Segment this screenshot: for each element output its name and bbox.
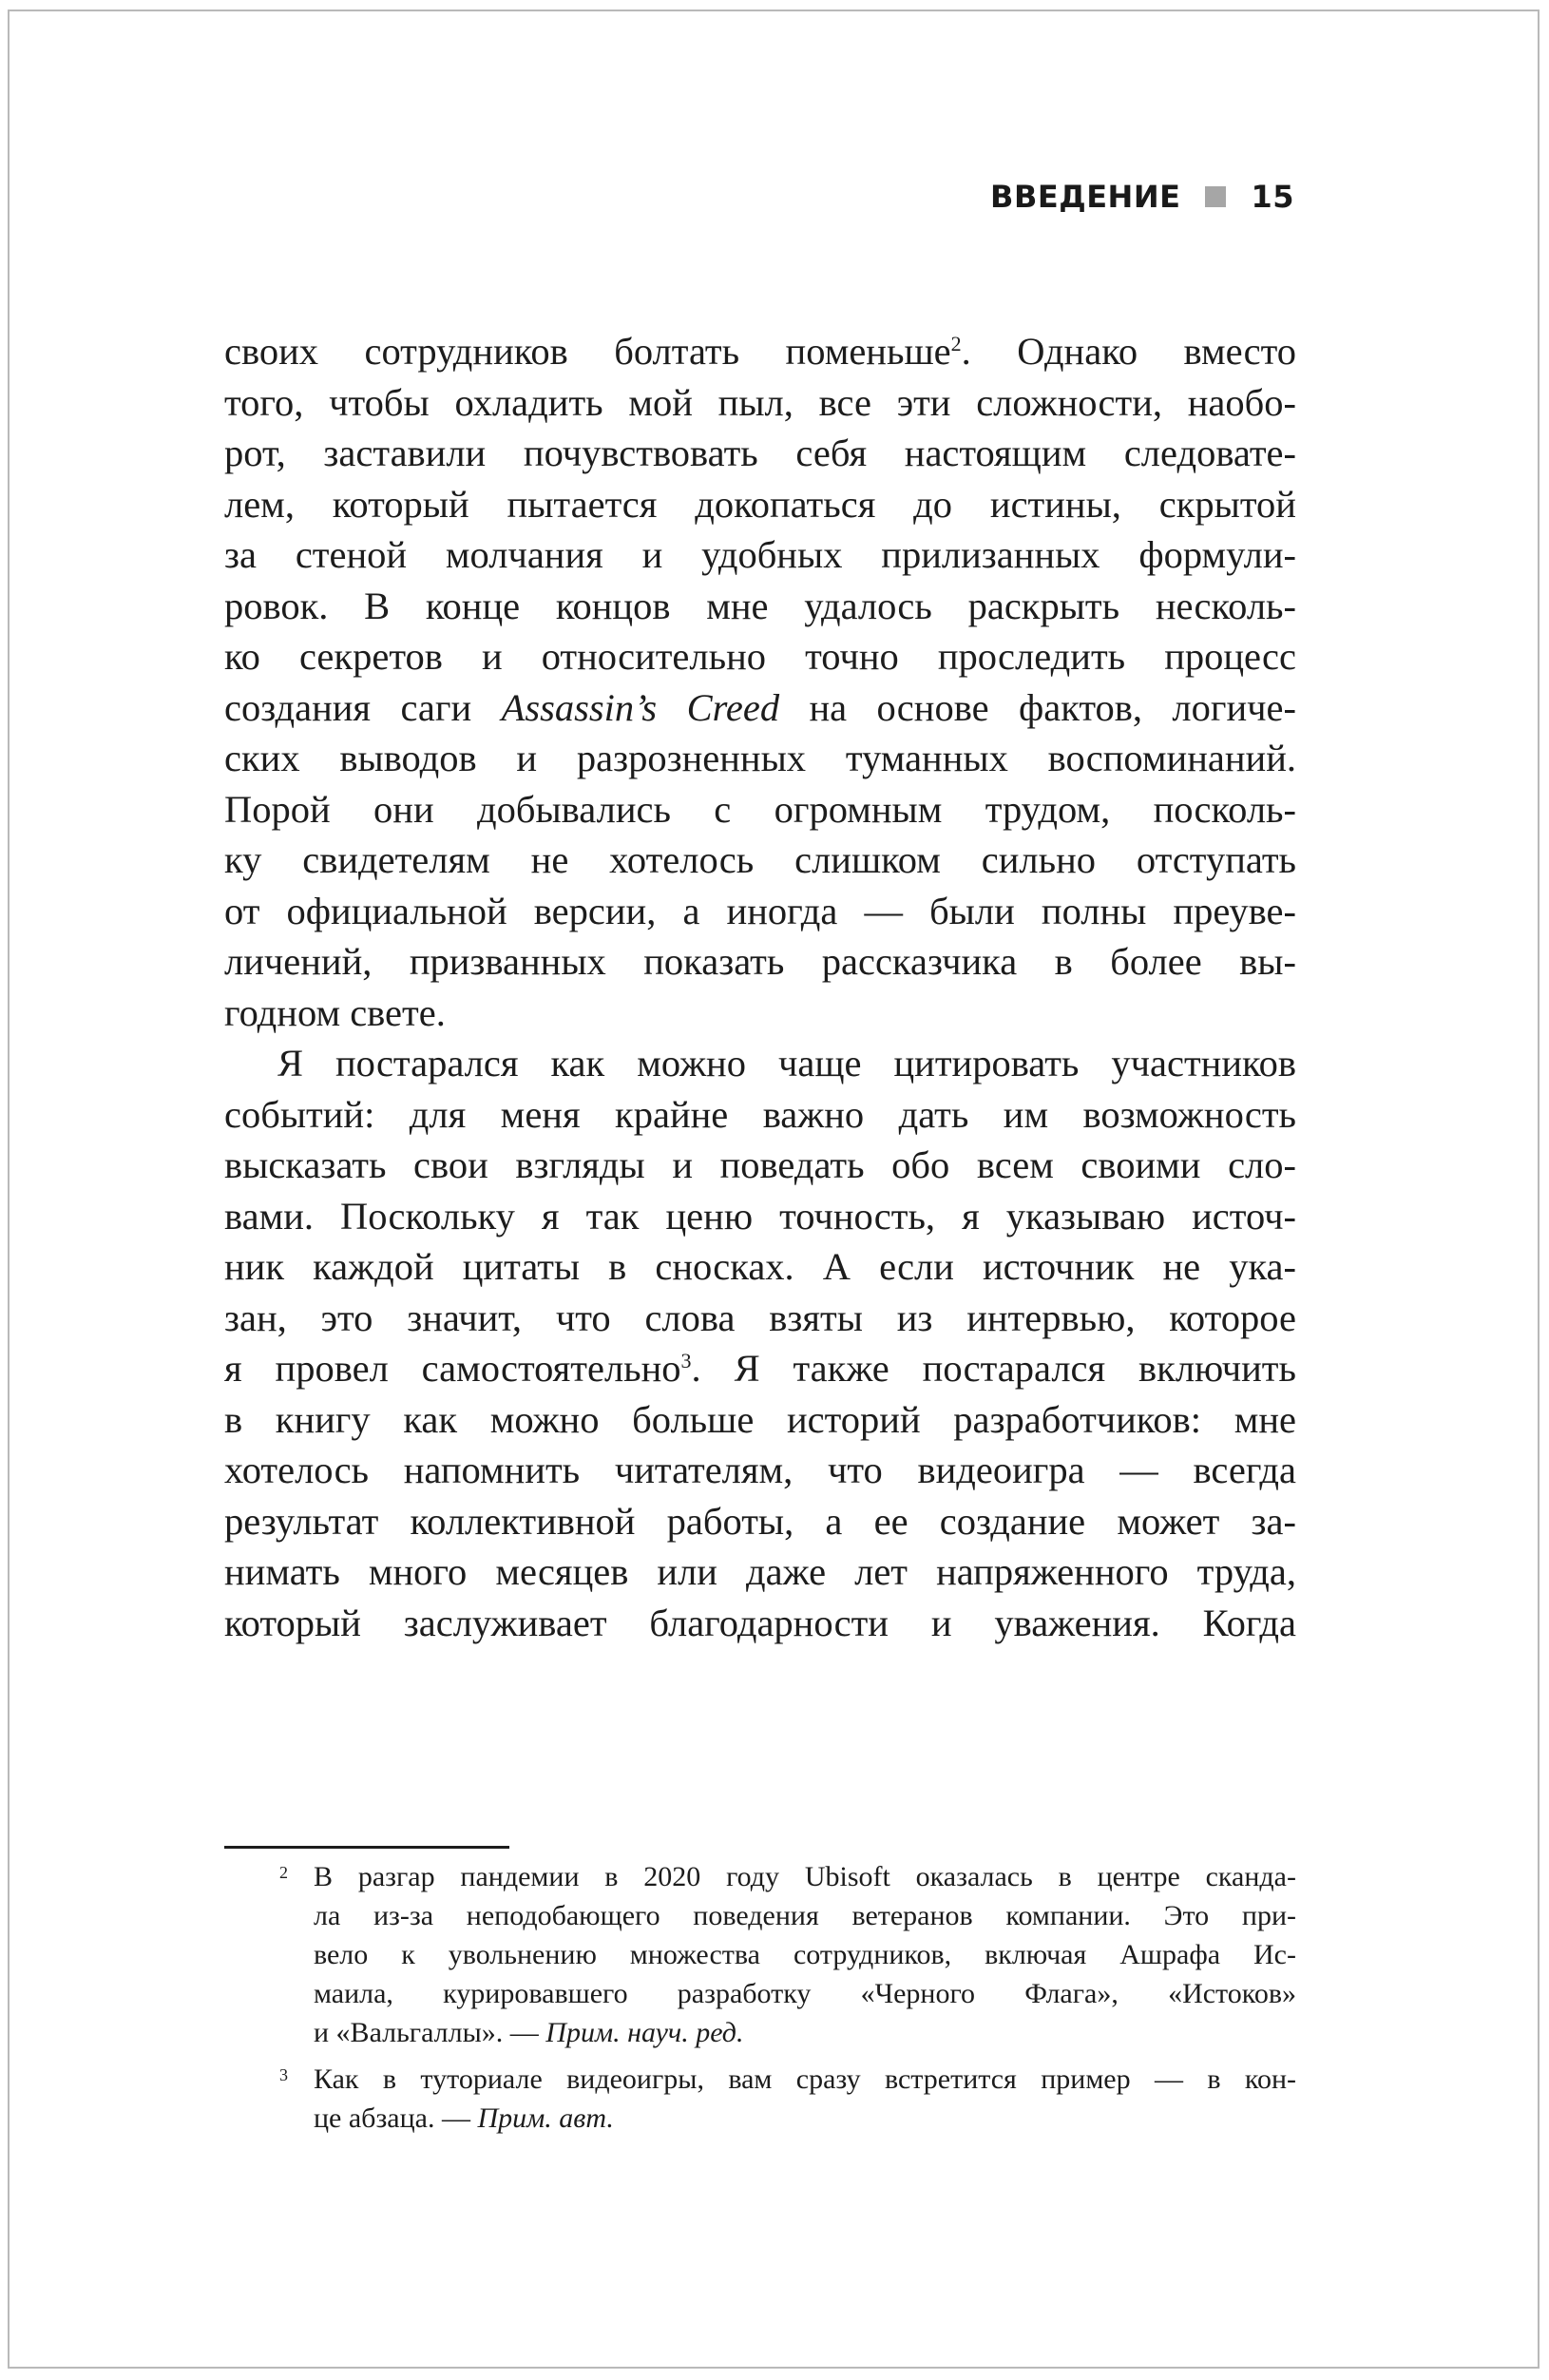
footnote-note: Прим. науч. ред. xyxy=(545,2017,744,2048)
paragraph xyxy=(224,1038,1296,1648)
chapter-title: ВВЕДЕНИЕ xyxy=(990,179,1181,215)
page-number: 15 xyxy=(1251,179,1294,215)
text-line: результат коллективной работы, а ее создание может за- xyxy=(224,1499,1296,1543)
game-title: Assassin’s Creed xyxy=(501,685,780,729)
text-line: вами. Поскольку я так ценю точность, я указываю источ- xyxy=(224,1194,1296,1238)
text-line: того, чтобы охладить мой пыл, все эти сложности, наобо- xyxy=(224,380,1296,424)
footnote-ref[interactable]: 2 xyxy=(950,332,962,355)
text-line: от официальной версии, а иногда — были полны преуве- xyxy=(224,889,1296,932)
text-line: рот, заставили почувствовать себя настоящим следовате- xyxy=(224,432,1296,474)
text-line: годном свете. xyxy=(224,990,446,1034)
footnote-note: Прим. авт. xyxy=(477,2102,614,2134)
square-separator-icon xyxy=(1205,186,1226,207)
footnote-number: 3 xyxy=(279,2065,288,2084)
footnote-number: 2 xyxy=(279,1863,288,1882)
footnotes xyxy=(224,1857,1296,2145)
footnote-divider xyxy=(224,1846,509,1849)
text-line: Порой они добывались с огромным трудом, посколь- xyxy=(224,787,1296,831)
footnote-line: Как в туториале видеоигры, вам сразу встретится пример — в кон- xyxy=(314,2063,1296,2095)
text-line: в книгу как можно больше историй разработчиков: мне xyxy=(224,1397,1296,1441)
text-line: ровок. В конце концов мне удалось раскрыть несколь- xyxy=(224,584,1296,627)
text-line: своих сотрудников болтать поменьше$^2$. Однако вместо xyxy=(224,330,1296,373)
footnote xyxy=(224,1857,1296,2052)
text-line: за стеной молчания и удобных прилизанных формули- xyxy=(224,533,1296,576)
text-line: нимать много месяцев или даже лет напряженного труда, xyxy=(224,1550,1296,1593)
text-line: который заслуживает благодарности и уважения. Когда xyxy=(224,1601,1296,1644)
text-line: создания саги Assassin’s Creed на основе фактов, логиче- xyxy=(224,685,1296,729)
text-line: ко секретов и относительно точно проследить процесс xyxy=(224,635,1296,678)
footnote-line: вело к увольнению множества сотрудников, включая Ашрафа Ис- xyxy=(314,1939,1296,1970)
text-line: я провел самостоятельно$^3$. Я также постарался включить xyxy=(224,1347,1296,1390)
body-text xyxy=(224,326,1296,1648)
text-line: зан, это значит, что слова взяты из интервью, которое xyxy=(224,1296,1296,1339)
text-line: личений, призванных показать рассказчика в более вы- xyxy=(224,940,1296,983)
text-line: хотелось напомнить читателям, что видеоигра — всегда xyxy=(224,1449,1296,1491)
footnote-ref[interactable]: 3 xyxy=(680,1349,692,1372)
footnote-line: В разгар пандемии в 2020 году Ubisoft оказалась в центре сканда- xyxy=(314,1861,1296,1892)
text-line: событий: для меня крайне важно дать им возможность xyxy=(224,1092,1296,1136)
running-head xyxy=(990,173,1294,221)
footnote xyxy=(224,2060,1296,2138)
text-line: ских выводов и разрозненных туманных воспоминаний. xyxy=(224,737,1296,779)
text-line: лем, который пытается докопаться до истины, скрытой xyxy=(224,482,1296,526)
text-line: ник каждой цитаты в сносках. А если источник не ука- xyxy=(224,1245,1296,1288)
text-line: ку свидетелям не хотелось слишком сильно отступать xyxy=(224,838,1296,881)
text-line: Я постарался как можно чаще цитировать участников xyxy=(277,1042,1296,1084)
paragraph xyxy=(224,326,1296,1038)
footnote-line: и «Вальгаллы». — Прим. науч. ред. xyxy=(314,2017,744,2048)
text-line: высказать свои взгляды и поведать обо всем своими сло- xyxy=(224,1143,1296,1186)
footnote-line: ла из-за неподобающего поведения ветеранов компании. Это при- xyxy=(314,1900,1296,1931)
footnote-line: маила, курировавшего разработку «Черного Флага», «Истоков» xyxy=(314,1978,1296,2009)
footnote-line: це абзаца. — Прим. авт. xyxy=(314,2102,614,2134)
